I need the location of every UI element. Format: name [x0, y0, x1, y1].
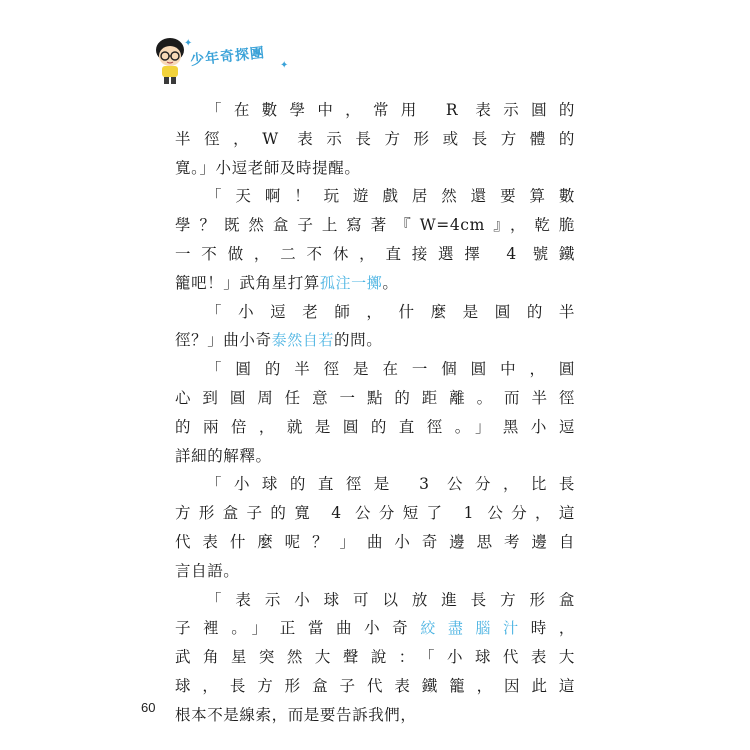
text-segment: 「小球的直徑是 3 公分，比長: [206, 475, 575, 494]
text-segment: 徑？」曲小奇: [175, 331, 272, 350]
text-segment: 言自語。: [175, 561, 240, 580]
page-number: 60: [141, 700, 156, 715]
series-title: 少年奇探團: [189, 45, 266, 69]
text-line: [175, 499, 575, 528]
text-segment: 時，: [530, 619, 575, 638]
text-line: [175, 442, 575, 471]
series-header: [150, 36, 310, 84]
highlighted-idiom: 孤注一擲: [319, 273, 383, 292]
paragraph: [175, 470, 575, 585]
text-line: [175, 96, 575, 125]
text-segment: 「在數學中，常用 R 表示圓的: [206, 101, 575, 119]
paragraph: [175, 96, 575, 182]
text-line: [175, 701, 575, 730]
text-line: [175, 269, 575, 298]
text-line: [175, 211, 575, 240]
text-segment: 一不做，二不休，直接選擇 4 號鐵: [175, 244, 575, 263]
text-segment: 代表什麼呢？」曲小奇邊思考邊自: [175, 532, 575, 551]
text-segment: 心到圓周任意一點的距離。而半徑: [175, 388, 575, 407]
text-segment: 學？既然盒子上寫著『W=4cm』，乾脆: [175, 216, 575, 235]
text-line: [175, 125, 575, 154]
text-segment: 球，長方形盒子代表鐵籠，因此這: [175, 676, 575, 695]
text-line: [175, 643, 575, 672]
text-line: [175, 470, 575, 499]
text-segment: 「圓的半徑是在一個圓中，圓: [206, 360, 575, 379]
text-line: [175, 614, 575, 643]
text-line: [175, 413, 575, 442]
text-segment: 「表示小球可以放進長方形盒: [206, 590, 575, 609]
text-segment: 詳細的解釋。: [175, 446, 272, 465]
text-line: [175, 384, 575, 413]
story-text: [175, 96, 575, 730]
paragraph: [175, 298, 575, 356]
text-line: [175, 326, 575, 355]
text-line: [175, 557, 575, 586]
text-segment: 籠吧！」武角星打算: [175, 273, 320, 292]
text-line: [175, 298, 575, 327]
text-line: [175, 355, 575, 384]
star-icon: ✦: [184, 38, 193, 49]
highlighted-idiom: 泰然自若: [271, 331, 335, 350]
paragraph: [175, 182, 575, 297]
star-icon: ✦: [280, 60, 289, 71]
text-segment: 。: [382, 273, 399, 292]
paragraph: [175, 586, 575, 730]
text-segment: 武角星突然大聲說：「小球代表大: [175, 648, 575, 667]
highlighted-idiom: 絞盡腦汁: [420, 619, 531, 638]
text-line: [175, 672, 575, 701]
text-segment: 的兩倍，就是圓的直徑。」黑小逗: [175, 417, 575, 436]
text-segment: 的問。: [334, 331, 383, 350]
paragraph: [175, 355, 575, 470]
text-line: [175, 182, 575, 211]
text-segment: 「天啊！玩遊戲居然還要算數: [206, 187, 575, 206]
text-line: [175, 240, 575, 269]
text-segment: 方形盒子的寬 4 公分短了 1 公分，這: [175, 504, 575, 523]
text-segment: 寬。」小逗老師及時提醒。: [175, 158, 361, 177]
text-segment: 半徑，W 表示長方形或長方體的: [175, 129, 575, 148]
text-line: [175, 154, 575, 183]
text-line: [175, 586, 575, 615]
text-segment: 根本不是線索，而是要告訴我們，: [175, 705, 417, 724]
text-segment: 子裡。」正當曲小奇: [175, 619, 421, 638]
text-segment: 「小逗老師，什麼是圓的半: [206, 302, 575, 321]
text-line: [175, 528, 575, 557]
